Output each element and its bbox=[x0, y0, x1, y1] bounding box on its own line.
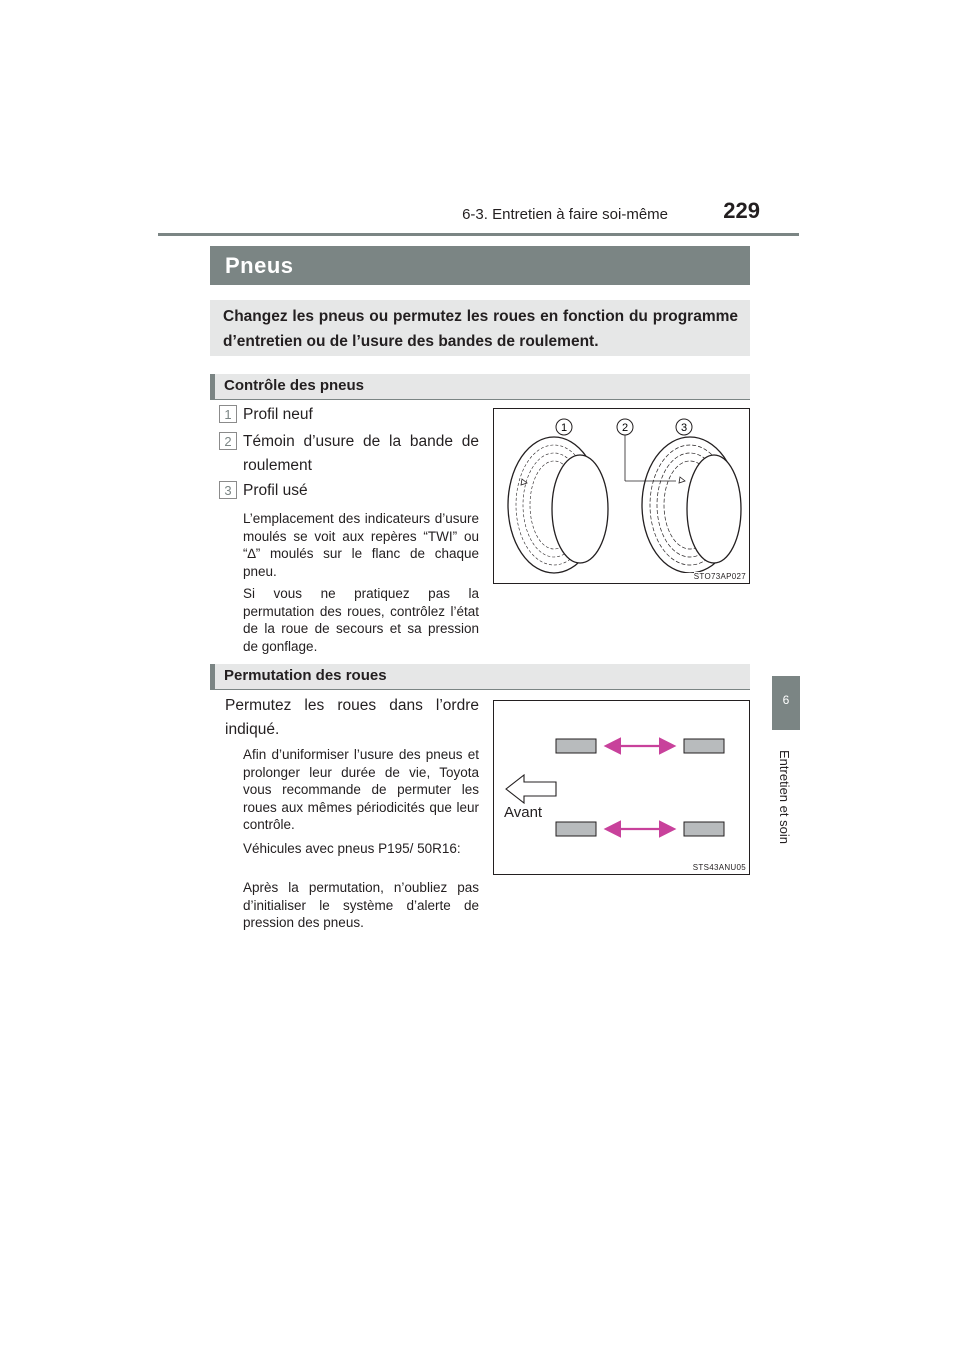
rotation-instruction: Permutez les roues dans l’ordre indiqué. bbox=[225, 697, 479, 738]
callout-circle-2 bbox=[617, 419, 633, 435]
chapter-label bbox=[778, 750, 798, 860]
figure-code: STS43ANU05 bbox=[692, 863, 746, 872]
list-item-wear-indicator: Témoin d’usure de la bande de roulement bbox=[243, 433, 479, 474]
section-accent bbox=[210, 374, 215, 399]
front-label: Avant bbox=[504, 804, 543, 821]
callout-number-3: 3 bbox=[219, 481, 237, 499]
callout-number-1: 1 bbox=[219, 405, 237, 423]
section-accent bbox=[210, 664, 215, 689]
rear-right-wheel bbox=[684, 822, 724, 836]
list-item-worn-tread: Profil usé bbox=[243, 482, 308, 499]
wheel-rotation-figure bbox=[493, 700, 750, 875]
page-number: 229 bbox=[723, 198, 760, 223]
callout-number-2: 2 bbox=[219, 432, 237, 450]
figure-code: STO73AP027 bbox=[693, 572, 746, 581]
note-rotation-recommendation: Afin d’uniformiser l’usure des pneus et prolonger leur durée de vie, Toyota vous recommande de permuter les roues aux mêmes périodicités que leur contrôle. bbox=[243, 747, 479, 832]
svg-text:2: 2 bbox=[621, 422, 629, 434]
svg-text:1: 1 bbox=[560, 422, 568, 434]
note-pressure-warning-reset: Après la permutation, n’oubliez pas d’initialiser le système d’alerte de pression des pneus. bbox=[243, 880, 479, 930]
page-title: Pneus bbox=[210, 246, 750, 285]
tire-illustration bbox=[494, 409, 749, 583]
callout-circle-1 bbox=[556, 419, 572, 435]
chapter-tab: 6 bbox=[772, 676, 800, 730]
section-heading-tire-check bbox=[210, 374, 750, 400]
worn-tread-tire bbox=[642, 437, 741, 573]
callout-circle-3 bbox=[676, 419, 692, 435]
header-section-title: 6-3. Entretien à faire soi-même bbox=[462, 206, 668, 223]
front-direction-arrow-icon bbox=[506, 775, 556, 803]
chapter-label-text: Entretien et soin bbox=[777, 750, 792, 844]
section-heading-wheel-rotation bbox=[210, 664, 750, 690]
svg-text:3: 3 bbox=[680, 422, 688, 434]
note-vehicle-tire-size: Véhicules avec pneus P195/ 50R16: bbox=[243, 841, 461, 856]
tire-tread-figure bbox=[493, 408, 750, 584]
front-left-wheel bbox=[556, 739, 596, 753]
intro-text: Changez les pneus ou permutez les roues en fonction du programme d’entretien ou de l’usure des bandes de roulement. bbox=[223, 308, 738, 350]
rotation-diagram bbox=[494, 701, 749, 874]
note-wear-indicator-location: L’emplacement des indicateurs d’usure moulés se voit aux repères “TWI” ou “∆” moulés sur le flanc de chaque pneu. bbox=[243, 511, 479, 579]
front-right-wheel bbox=[684, 739, 724, 753]
section-heading-text: Contrôle des pneus bbox=[224, 377, 365, 394]
section-heading-text: Permutation des roues bbox=[224, 667, 387, 684]
intro-box bbox=[210, 300, 750, 356]
header-rule bbox=[158, 233, 799, 236]
new-tread-tire bbox=[508, 437, 608, 573]
rear-left-wheel bbox=[556, 822, 596, 836]
list-item-new-tread: Profil neuf bbox=[243, 406, 313, 423]
note-spare-tire: Si vous ne pratiquez pas la permutation des roues, contrôlez l’état de la roue de secours et sa pression de gonflage. bbox=[243, 586, 479, 654]
